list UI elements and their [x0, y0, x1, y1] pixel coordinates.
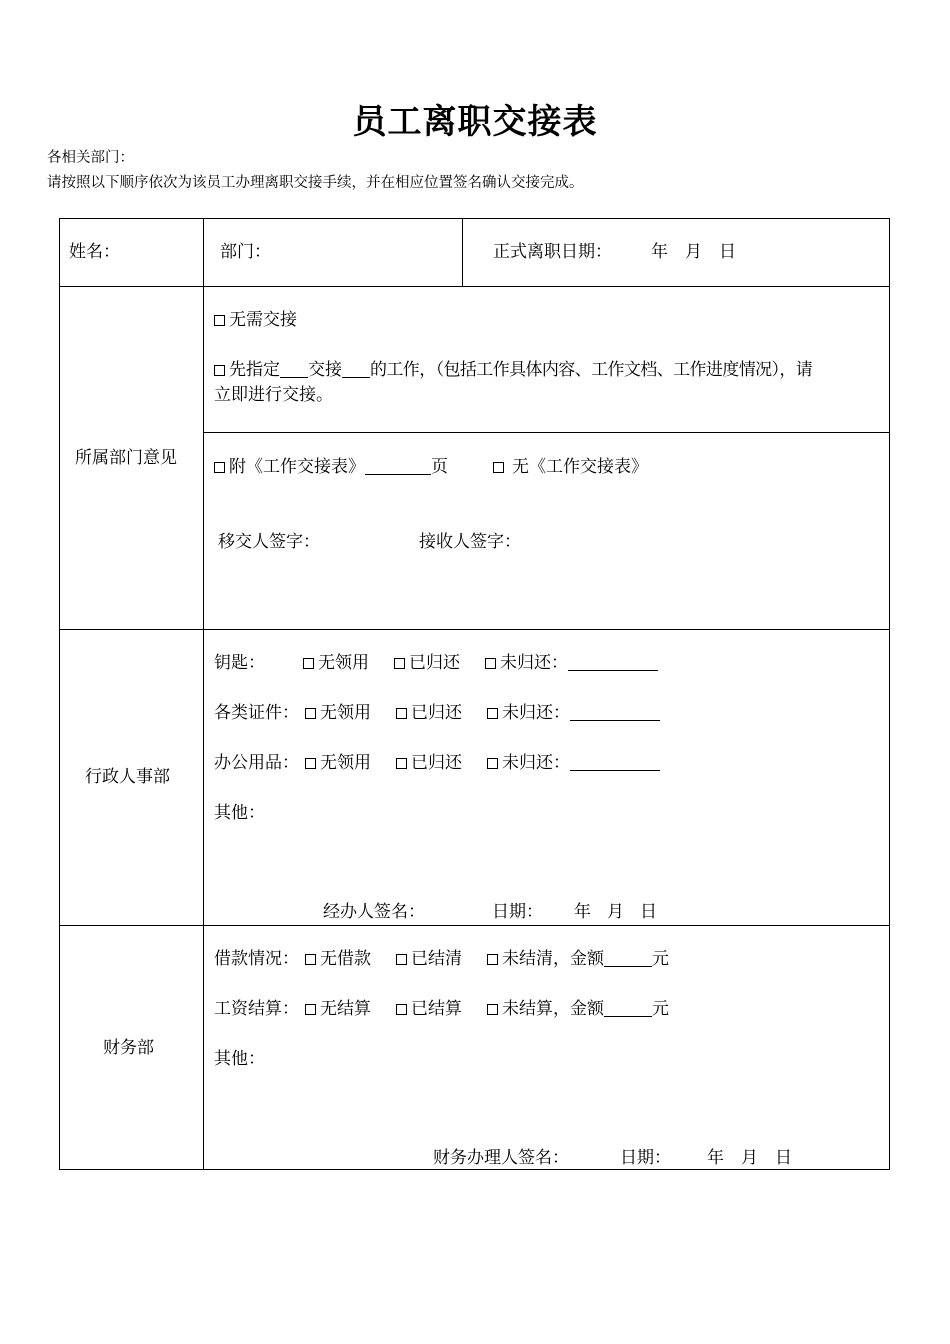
currency-unit: 元	[652, 999, 669, 1019]
admin-date-label: 日期：	[492, 902, 543, 922]
finance-handler-sign-label: 财务办理人签名：	[433, 1148, 569, 1168]
salary-none: 无结算	[320, 999, 371, 1019]
opt-none: 无领用	[320, 703, 371, 723]
salary-unsettled: 未结算，金额	[502, 999, 604, 1019]
not-returned-blank[interactable]	[570, 753, 660, 771]
attach-pages-unit: 页	[431, 457, 448, 477]
admin-date-day: 日	[640, 902, 657, 922]
no-attach-option[interactable]	[493, 456, 648, 478]
intro-salutation: 各相关部门：	[47, 150, 134, 166]
checkbox[interactable]	[396, 954, 407, 965]
checkbox[interactable]	[487, 758, 498, 769]
checkbox[interactable]	[214, 315, 225, 326]
checkbox[interactable]	[396, 1004, 407, 1015]
finance-date-year: 年	[707, 1148, 724, 1168]
column-divider	[203, 218, 204, 1170]
finance-date-month: 月	[741, 1148, 758, 1168]
opt-returned: 已归还	[411, 753, 462, 773]
opt-not-returned: 未归还：	[502, 753, 570, 773]
loan-settled: 已结清	[411, 949, 462, 969]
designate-suffix: 的工作，（包括工作具体内容、工作文档、工作进度情况），请	[370, 360, 813, 380]
receiver-sign-label: 接收人签字：	[419, 532, 521, 552]
checkbox[interactable]	[305, 758, 316, 769]
resign-date-month: 月	[685, 242, 702, 262]
column-divider	[462, 218, 463, 286]
loan-unsettled: 未结清，金额	[502, 949, 604, 969]
certs-label: 各类证件：	[214, 703, 299, 723]
page-title: 员工离职交接表	[352, 102, 598, 142]
subrow-divider	[203, 432, 890, 433]
handover-sign-label: 移交人签字：	[218, 532, 320, 552]
row-divider	[59, 629, 890, 630]
checkbox[interactable]	[493, 462, 504, 473]
admin-other-label: 其他：	[214, 803, 265, 823]
loan-none: 无借款	[320, 949, 371, 969]
finance-date-day: 日	[775, 1148, 792, 1168]
designate-mid: 交接	[308, 360, 342, 380]
checkbox[interactable]	[487, 708, 498, 719]
opt-none: 无领用	[318, 653, 369, 673]
section-label-finance: 财务部	[103, 1038, 154, 1058]
not-returned-blank[interactable]	[568, 653, 658, 671]
section-label-admin: 行政人事部	[85, 767, 170, 787]
loan-label: 借款情况：	[214, 949, 299, 969]
certs-row	[214, 702, 660, 724]
currency-unit: 元	[652, 949, 669, 969]
attach-pages-blank[interactable]	[365, 457, 431, 475]
checkbox[interactable]	[305, 708, 316, 719]
row-divider	[59, 286, 890, 287]
checkbox[interactable]	[214, 365, 225, 376]
finance-other-label: 其他：	[214, 1049, 265, 1069]
checkbox[interactable]	[303, 658, 314, 669]
checkbox[interactable]	[396, 758, 407, 769]
loan-amount-blank[interactable]	[604, 949, 652, 967]
admin-date-month: 月	[607, 902, 624, 922]
loan-row	[214, 948, 669, 970]
not-returned-blank[interactable]	[570, 703, 660, 721]
salary-settled: 已结算	[411, 999, 462, 1019]
salary-row	[214, 998, 669, 1020]
office-supplies-row	[214, 752, 660, 774]
admin-date-year: 年	[574, 902, 591, 922]
opt-not-returned: 未归还：	[500, 653, 568, 673]
resign-date-day: 日	[719, 242, 736, 262]
checkbox[interactable]	[305, 1004, 316, 1015]
designator-blank[interactable]	[342, 360, 370, 378]
checkbox[interactable]	[305, 954, 316, 965]
checkbox[interactable]	[487, 954, 498, 965]
no-handover-option[interactable]	[214, 309, 297, 331]
checkbox[interactable]	[394, 658, 405, 669]
admin-handler-sign-label: 经办人签名：	[323, 902, 425, 922]
keys-label: 钥匙：	[214, 653, 265, 673]
row-divider	[59, 925, 890, 926]
section-label-dept: 所属部门意见	[75, 448, 177, 468]
opt-returned: 已归还	[411, 703, 462, 723]
designate-option[interactable]	[214, 359, 812, 381]
finance-date-label: 日期：	[620, 1148, 671, 1168]
name-label: 姓名：	[69, 242, 120, 262]
checkbox[interactable]	[214, 462, 225, 473]
no-handover-text: 无需交接	[229, 310, 297, 330]
salary-amount-blank[interactable]	[604, 999, 652, 1017]
resign-date-label: 正式离职日期：	[493, 242, 612, 262]
designee-blank[interactable]	[280, 360, 308, 378]
salary-label: 工资结算：	[214, 999, 299, 1019]
dept-label: 部门：	[220, 242, 271, 262]
designate-line2: 立即进行交接。	[214, 385, 333, 405]
designate-prefix: 先指定	[229, 360, 280, 380]
attach-prefix: 附《工作交接表》	[229, 457, 365, 477]
opt-returned: 已归还	[409, 653, 460, 673]
checkbox[interactable]	[485, 658, 496, 669]
checkbox[interactable]	[396, 708, 407, 719]
attach-option[interactable]	[214, 456, 448, 478]
checkbox[interactable]	[487, 1004, 498, 1015]
intro-instruction: 请按照以下顺序依次为该员工办理离职交接手续，并在相应位置签名确认交接完成。	[47, 175, 584, 191]
office-label: 办公用品：	[214, 753, 299, 773]
no-attach-text: 无《工作交接表》	[512, 457, 648, 477]
keys-row	[214, 652, 658, 674]
resign-date-year: 年	[651, 242, 668, 262]
opt-none: 无领用	[320, 753, 371, 773]
opt-not-returned: 未归还：	[502, 703, 570, 723]
